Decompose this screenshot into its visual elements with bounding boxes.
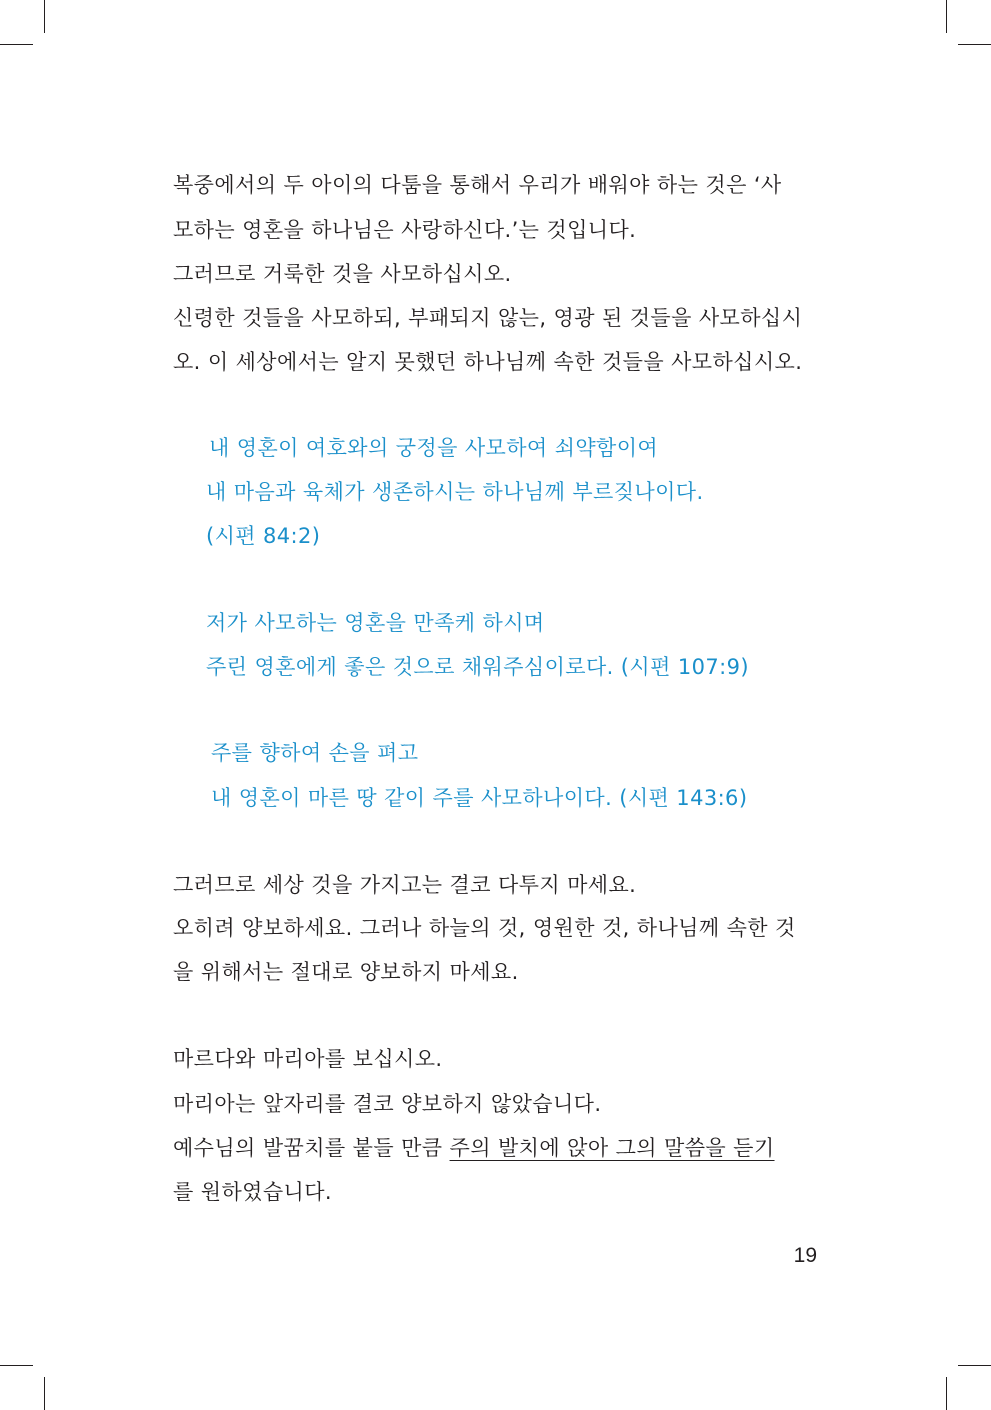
body-text-line: 복중에서의 두 아이의 다툼을 통해서 우리가 배워야 하는 것은 ‘사 [173, 173, 782, 197]
body-text-line: 을 위해서는 절대로 양보하지 마세요. [173, 960, 519, 984]
scripture-quote-line: 주린 영혼에게 좋은 것으로 채워주심이로다. (시편 107:9) [206, 655, 749, 679]
crop-mark [0, 44, 33, 45]
body-text-line: 오히려 양보하세요. 그러나 하늘의 것, 영원한 것, 하나님께 속한 것 [173, 916, 796, 940]
body-text-line: 마리아는 앞자리를 결코 양보하지 않았습니다. [173, 1092, 602, 1116]
crop-mark [958, 1365, 991, 1366]
body-text-line: 마르다와 마리아를 보십시오. [173, 1047, 443, 1071]
crop-mark [946, 1377, 947, 1410]
scripture-quote-line: 내 마음과 육체가 생존하시는 하나님께 부르짖나이다. [206, 480, 704, 504]
crop-mark [44, 0, 45, 33]
crop-mark [946, 0, 947, 33]
scripture-quote-line: 내 영혼이 여호와의 궁정을 사모하여 쇠약함이여 [209, 436, 659, 460]
underlined-text: 주의 발치에 앉아 그의 말씀을 듣기 [449, 1136, 775, 1160]
crop-mark [44, 1377, 45, 1410]
scripture-reference: (시편 84:2) [206, 524, 321, 548]
scripture-quote-line: 저가 사모하는 영혼을 만족케 하시며 [206, 611, 545, 635]
body-text-line: 오. 이 세상에서는 알지 못했던 하나님께 속한 것들을 사모하십시오. [173, 350, 803, 374]
crop-mark [0, 1365, 33, 1366]
body-text-line: 그러므로 거룩한 것을 사모하십시오. [173, 262, 512, 286]
body-text-line [173, 1134, 775, 1162]
body-text-line: 를 원하였습니다. [173, 1180, 332, 1204]
body-text-line: 신령한 것들을 사모하되, 부패되지 않는, 영광 된 것들을 사모하십시 [173, 306, 803, 330]
scripture-quote-line: 내 영혼이 마른 땅 같이 주를 사모하나이다. (시편 143:6) [211, 786, 748, 810]
body-text-line: 모하는 영혼을 하나님은 사랑하신다.’는 것입니다. [173, 218, 637, 242]
crop-mark [958, 44, 991, 45]
page-number: 19 [793, 1244, 817, 1267]
body-text-line: 그러므로 세상 것을 가지고는 결코 다투지 마세요. [173, 873, 637, 897]
scripture-quote-line: 주를 향하여 손을 펴고 [211, 741, 419, 765]
body-text-segment: 예수님의 발꿈치를 붙들 만큼 [173, 1136, 450, 1160]
